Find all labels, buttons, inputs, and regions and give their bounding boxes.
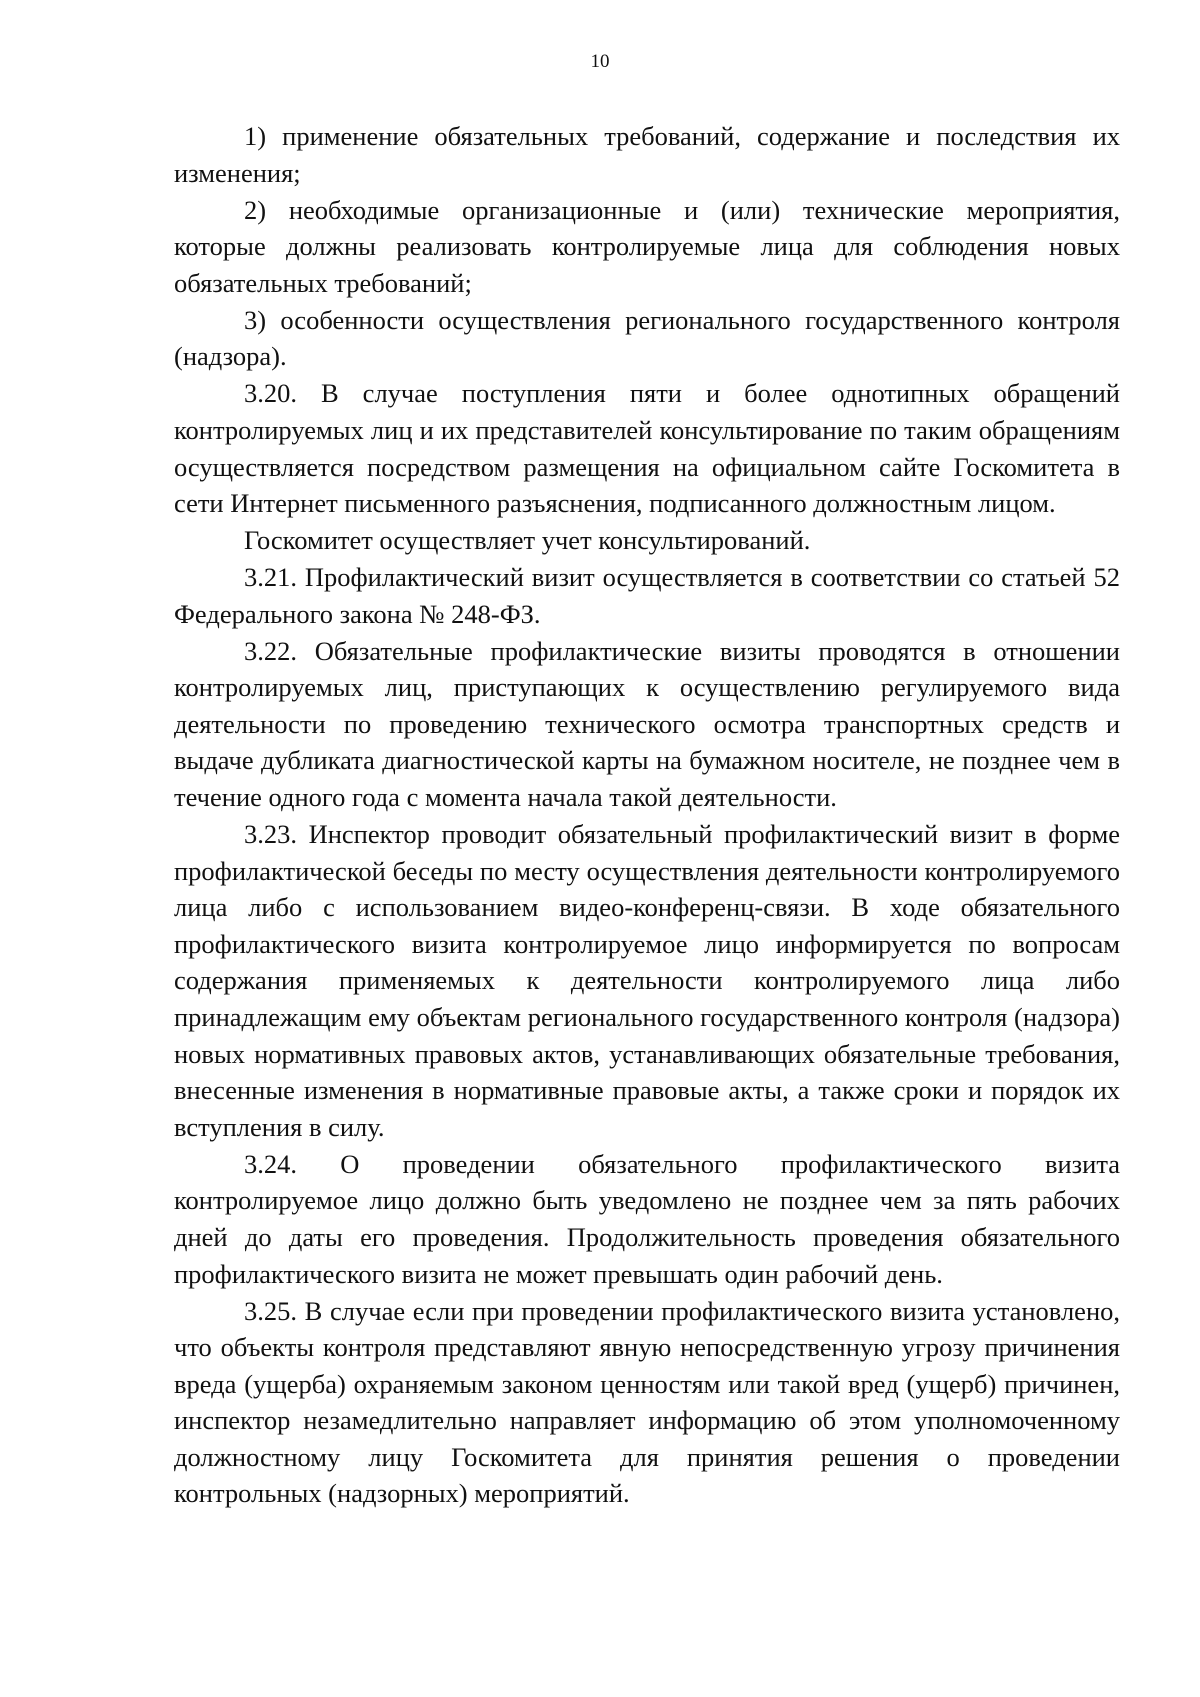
- paragraph-3-20: 3.20. В случае поступления пяти и более однотипных обращений контролируемых лиц и их представителей консультирование по таким обращениям осуществляется посредством размещения на официальном сайте Госкомитета в сети Интернет письменного разъяснения, подписанного должностным лицом.: [174, 378, 1120, 519]
- paragraph-item-3: 3) особенности осуществления регионального государственного контроля (надзора).: [174, 304, 1120, 372]
- page-number: 10: [590, 51, 610, 72]
- paragraph-item-2: 2) необходимые организационные и (или) технические мероприятия, которые должны реализовать контролируемые лица для соблюдения новых обязательных требований;: [174, 194, 1120, 298]
- document-body: [174, 118, 1120, 1512]
- paragraph-3-25: 3.25. В случае если при проведении профилактического визита установлено, что объекты контроля представляют явную непосредственную угрозу причинения вреда (ущерба) охраняемым законом ценностям или такой вред (ущерб) причинен, инспектор незамедлительно направляет информацию об этом уполномоченному должностному лицу Госкомитета для принятия решения о проведении контрольных (надзорных) мероприятий.: [174, 1295, 1120, 1509]
- paragraph-item-1: 1) применение обязательных требований, содержание и последствия их изменения;: [174, 121, 1120, 188]
- paragraph-3-22: 3.22. Обязательные профилактические визиты проводятся в отношении контролируемых лиц, приступающих к осуществлению регулируемого вида деятельности по проведению технического осмотра транспортных средств и выдаче дубликата диагностической карты на бумажном носителе, не позднее чем в течение одного года с момента начала такой деятельности.: [174, 635, 1120, 813]
- paragraph-3-23: 3.23. Инспектор проводит обязательный профилактический визит в форме профилактической беседы по месту осуществления деятельности контролируемого лица либо с использованием видео-конференц-связи. В ходе обязательного профилактического визита контролируемое лицо информируется по вопросам содержания применяемых к деятельности контролируемого лица либо принадлежащим ему объектам регионального государственного контроля (надзора) новых нормативных правовых актов, устанавливающих обязательные требования, внесенные изменения в нормативные правовые акты, а также сроки и порядок их вступления в силу.: [174, 819, 1120, 1142]
- paragraph-3-21: 3.21. Профилактический визит осуществляется в соответствии со статьей 52 Федерального закона № 248-ФЗ.: [174, 562, 1120, 629]
- paragraph-3-24: 3.24. О проведении обязательного профилактического визита контролируемое лицо должно быть уведомлено не позднее чем за пять рабочих дней до даты его проведения. Продолжительность проведения обязательного профилактического визита не может превышать один рабочий день.: [174, 1148, 1120, 1289]
- paragraph-consultation-record: Госкомитет осуществляет учет консультирований.: [244, 525, 811, 556]
